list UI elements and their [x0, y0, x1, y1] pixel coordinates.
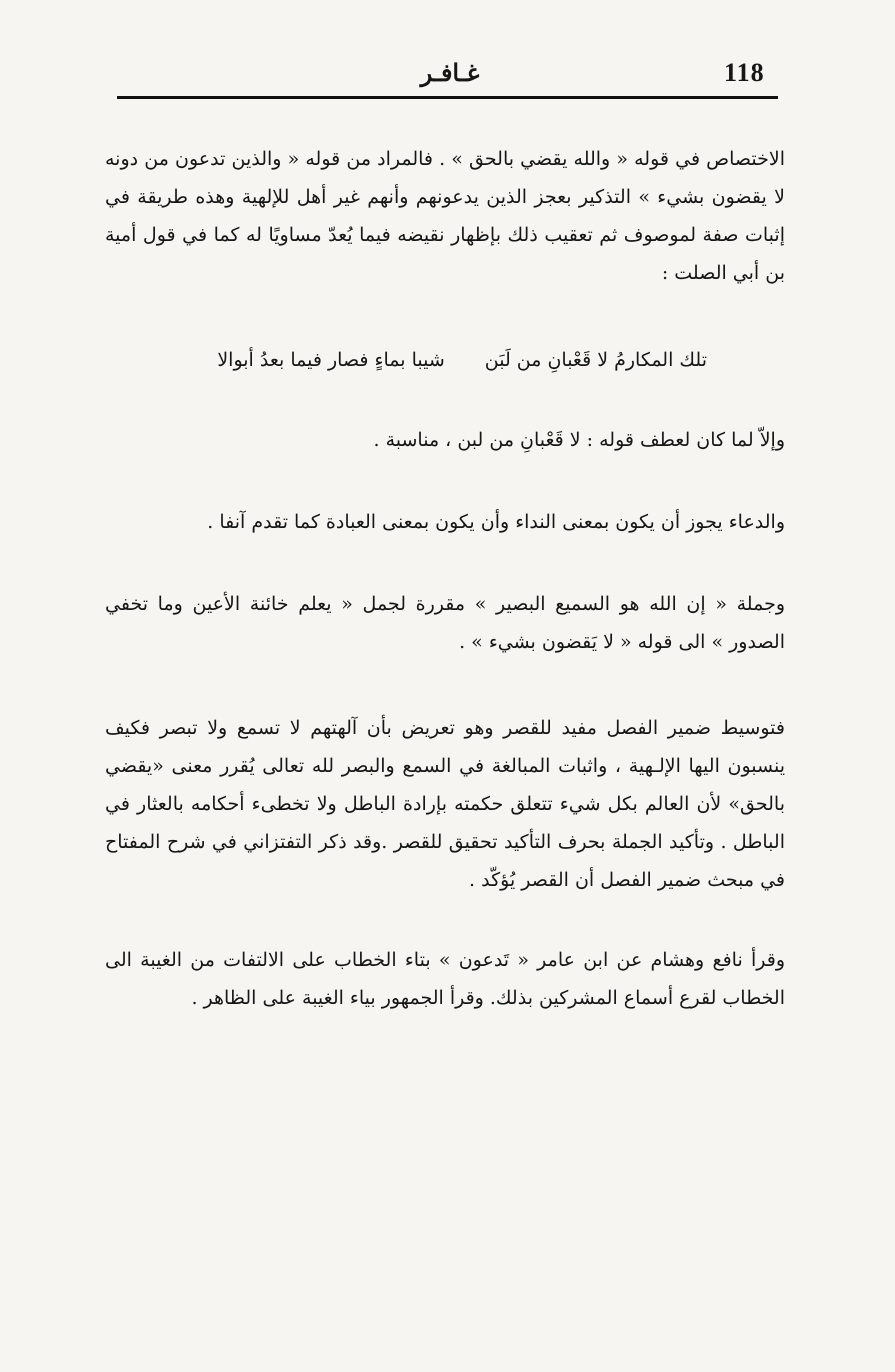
paragraph-2: وإلاّ لما كان لعطف قوله : لا قَعْبانِ من لبن ، مناسبة . — [373, 429, 785, 451]
running-title: غـافـر — [420, 58, 480, 87]
paragraph-4: وجملة « إن الله هو السميع البصير » مقررة لجمل « يعلم خائنة الأعين وما تخفي الصدور » الى قوله « لا يَقضون بشيء » . — [105, 593, 785, 653]
verse-first-hemistich: تلك المكارمُ لا قَعْبانِ من لَبَن — [484, 349, 707, 371]
verse-second-hemistich: شيبا بماءٍ فصار فيما بعدُ أبوالا — [217, 349, 445, 371]
header-rule — [117, 96, 778, 99]
paragraph-6: وقرأ نافع وهشام عن ابن عامر « تَدعون » بتاء الخطاب على الالتفات من الغيبة الى الخطاب لقرع أسماع المشركين بذلك. وقرأ الجمهور بياء الغيبة على الظاهر . — [105, 949, 785, 1009]
page-number: 118 — [724, 58, 765, 87]
poetry-verse — [105, 341, 785, 379]
paragraph-5: فتوسيط ضمير الفصل مفيد للقصر وهو تعريض بأن آلهتهم لا تسمع ولا تبصر فكيف ينسبون اليها الإلـهية ، واثبات المبالغة في السمع والبصر لله تعالى يُقرر معنى «يقضي بالحق» لأن العالم بكل شيء تتعلق حكمته بإرادة الباطل ولا تخطىء أحكامه بالعثار في الباطل . وتأكيد الجملة بحرف التأكيد تحقيق للقصر .وقد ذكر التفتزاني في شرح المفتاح في مبحث ضمير الفصل أن القصر يُؤكّد . — [105, 717, 785, 891]
body-text — [105, 140, 785, 1017]
paragraph-3: والدعاء يجوز أن يكون بمعنى النداء وأن يكون بمعنى العبادة كما تقدم آنفا . — [207, 511, 785, 533]
paragraph-1: الاختصاص في قوله « والله يقضي بالحق » . فالمراد من قوله « والذين تدعون من دونه لا يقضون بشيء » التذكير بعجز الذين يدعونهم وأنهم غير أهل للإلهية وهذه طريقة في إثبات صفة لموصوف ثم تعقيب ذلك بإظهار نقيضه فيما يُعدّ مساويًا له كما في قول أمية بن أبي الصلت : — [105, 148, 785, 284]
